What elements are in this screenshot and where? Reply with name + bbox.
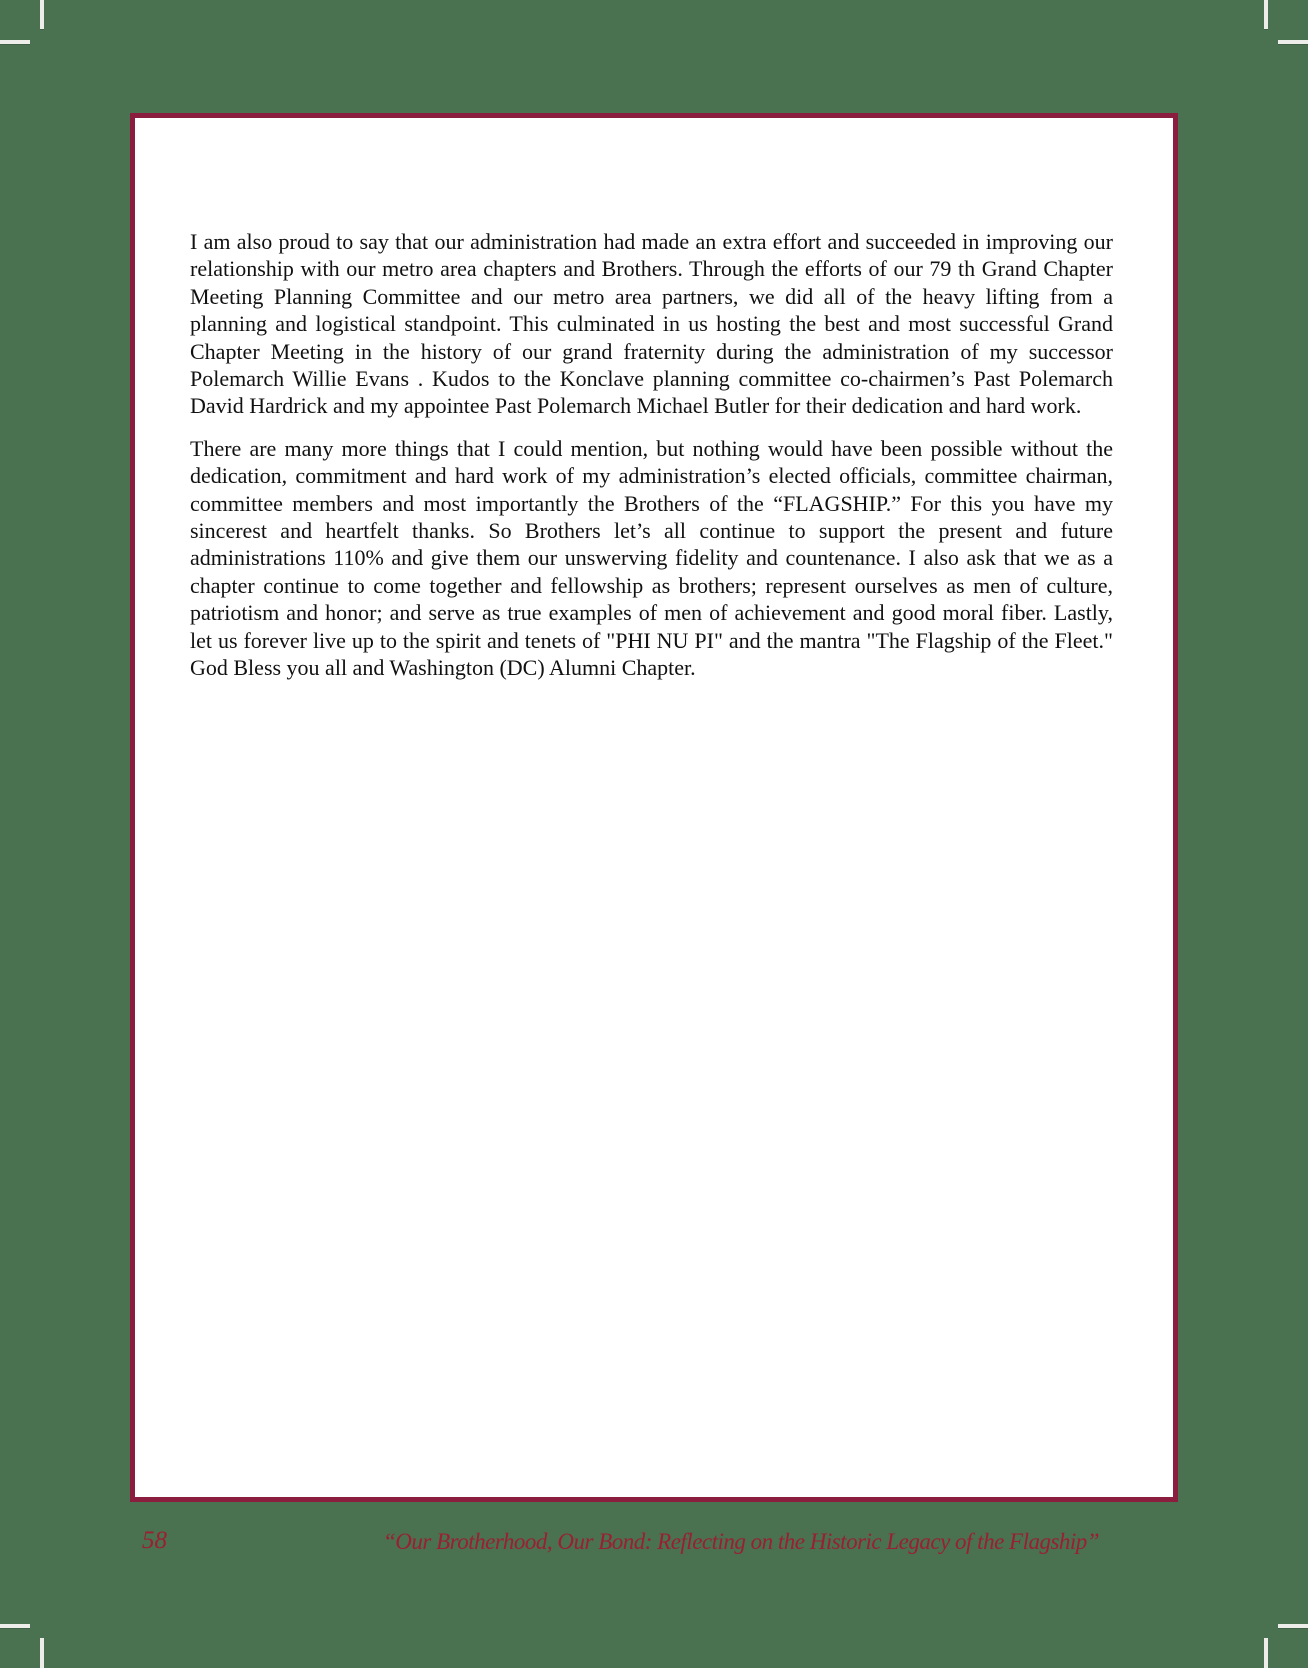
body-paragraph: There are many more things that I could mention, but nothing would have been possible without the dedication, commitment and hard work of my administration’s elected officials, committee chairman, committee members and most importantly the Brothers of the “FLAGSHIP.” For this you have my sincerest and heartfelt thanks. So Brothers let’s all continue to support the present and future administrations 110% and give them our unswerving fidelity and countenance. I also ask that we as a chapter continue to come together and fellowship as brothers; represent ourselves as men of culture, patriotism and honor; and serve as true examples of men of achievement and good moral fiber. Lastly, let us forever live up to the spirit and tenets of "PHI NU PI" and the mantra "The Flagship of the Fleet." God Bless you all and Washington (DC) Alumni Chapter. <box>190 435 1113 681</box>
page-number: 58 <box>142 1527 167 1554</box>
body-paragraph: I am also proud to say that our administration had made an extra effort and succeeded in improving our relationship with our metro area chapters and Brothers. Through the efforts of our 79 th Grand Chapter Meeting Planning Committee and our metro area partners, we did all of the heavy lifting from a planning and logistical standpoint. This culminated in us hosting the best and most successful Grand Chapter Meeting in the history of our grand fraternity during the administration of my successor Polemarch Willie Evans . Kudos to the Konclave planning committee co-chairmen’s Past Polemarch David Hardrick and my appointee Past Polemarch Michael Butler for their dedication and hard work. <box>190 229 1113 419</box>
crop-mark-top-right-vertical <box>1264 0 1268 29</box>
crop-mark-top-left-vertical <box>40 0 44 29</box>
page-sheet <box>130 113 1178 1502</box>
page-body-text <box>190 228 1113 697</box>
crop-mark-top-right-horizontal <box>1278 40 1308 44</box>
crop-mark-bottom-left-horizontal <box>0 1624 30 1628</box>
crop-mark-bottom-left-vertical <box>40 1638 44 1668</box>
crop-mark-bottom-right-horizontal <box>1278 1624 1308 1628</box>
footer-quote: “Our Brotherhood, Our Bond: Reflecting on the Historic Legacy of the Flagship” <box>383 1529 1100 1554</box>
crop-mark-bottom-right-vertical <box>1264 1638 1268 1668</box>
crop-mark-top-left-horizontal <box>0 40 30 44</box>
